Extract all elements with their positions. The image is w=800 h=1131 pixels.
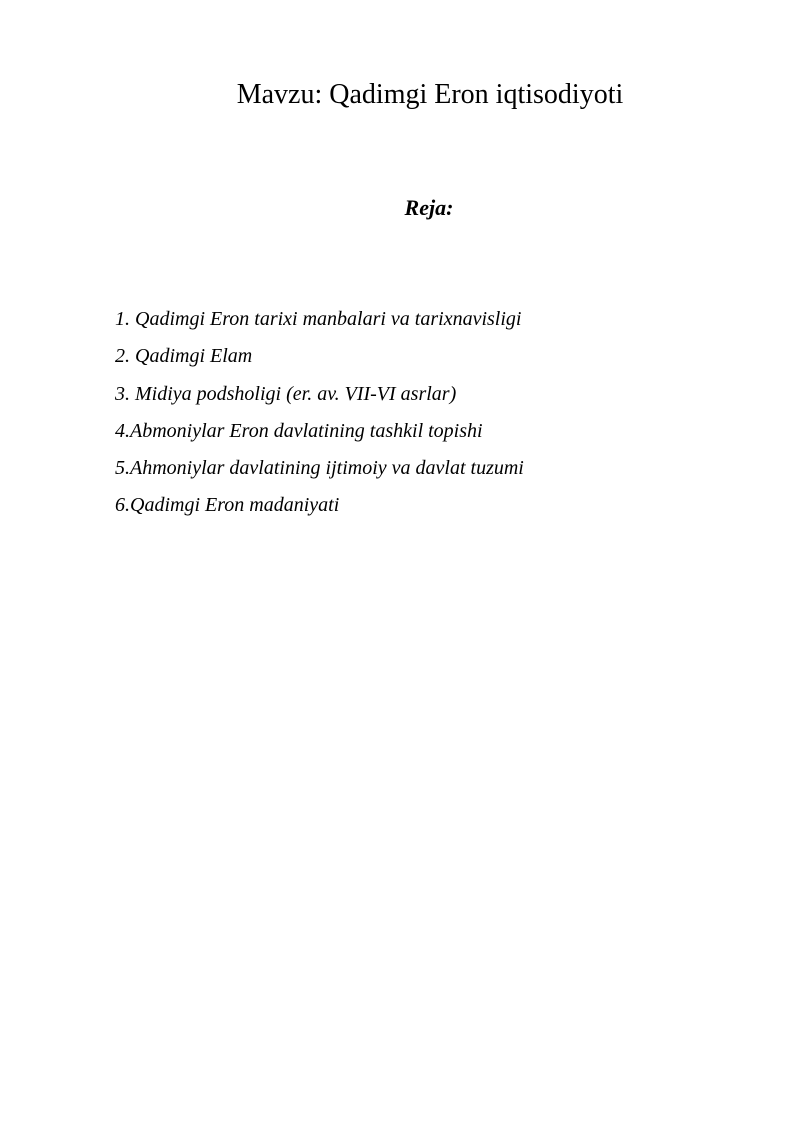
plan-item-4: 4.Abmoniylar Eron davlatining tashkil topishi	[115, 419, 483, 442]
plan-item-5: 5.Ahmoniylar davlatining ijtimoiy va davlat tuzumi	[115, 457, 524, 480]
plan-heading: Reja:	[404, 195, 454, 220]
document-title: Mavzu: Qadimgi Eron iqtisodiyoti	[236, 79, 624, 110]
plan-item-2: 2. Qadimgi Elam	[115, 345, 253, 368]
plan-item-3: 3. Midiya podsholigi (er. av. VII-VI asrlar)	[115, 382, 457, 405]
plan-item-6: 6.Qadimgi Eron madaniyati	[115, 494, 340, 517]
plan-list	[115, 301, 524, 525]
plan-item-1: 1. Qadimgi Eron tarixi manbalari va tarixnavisligi	[115, 308, 522, 330]
